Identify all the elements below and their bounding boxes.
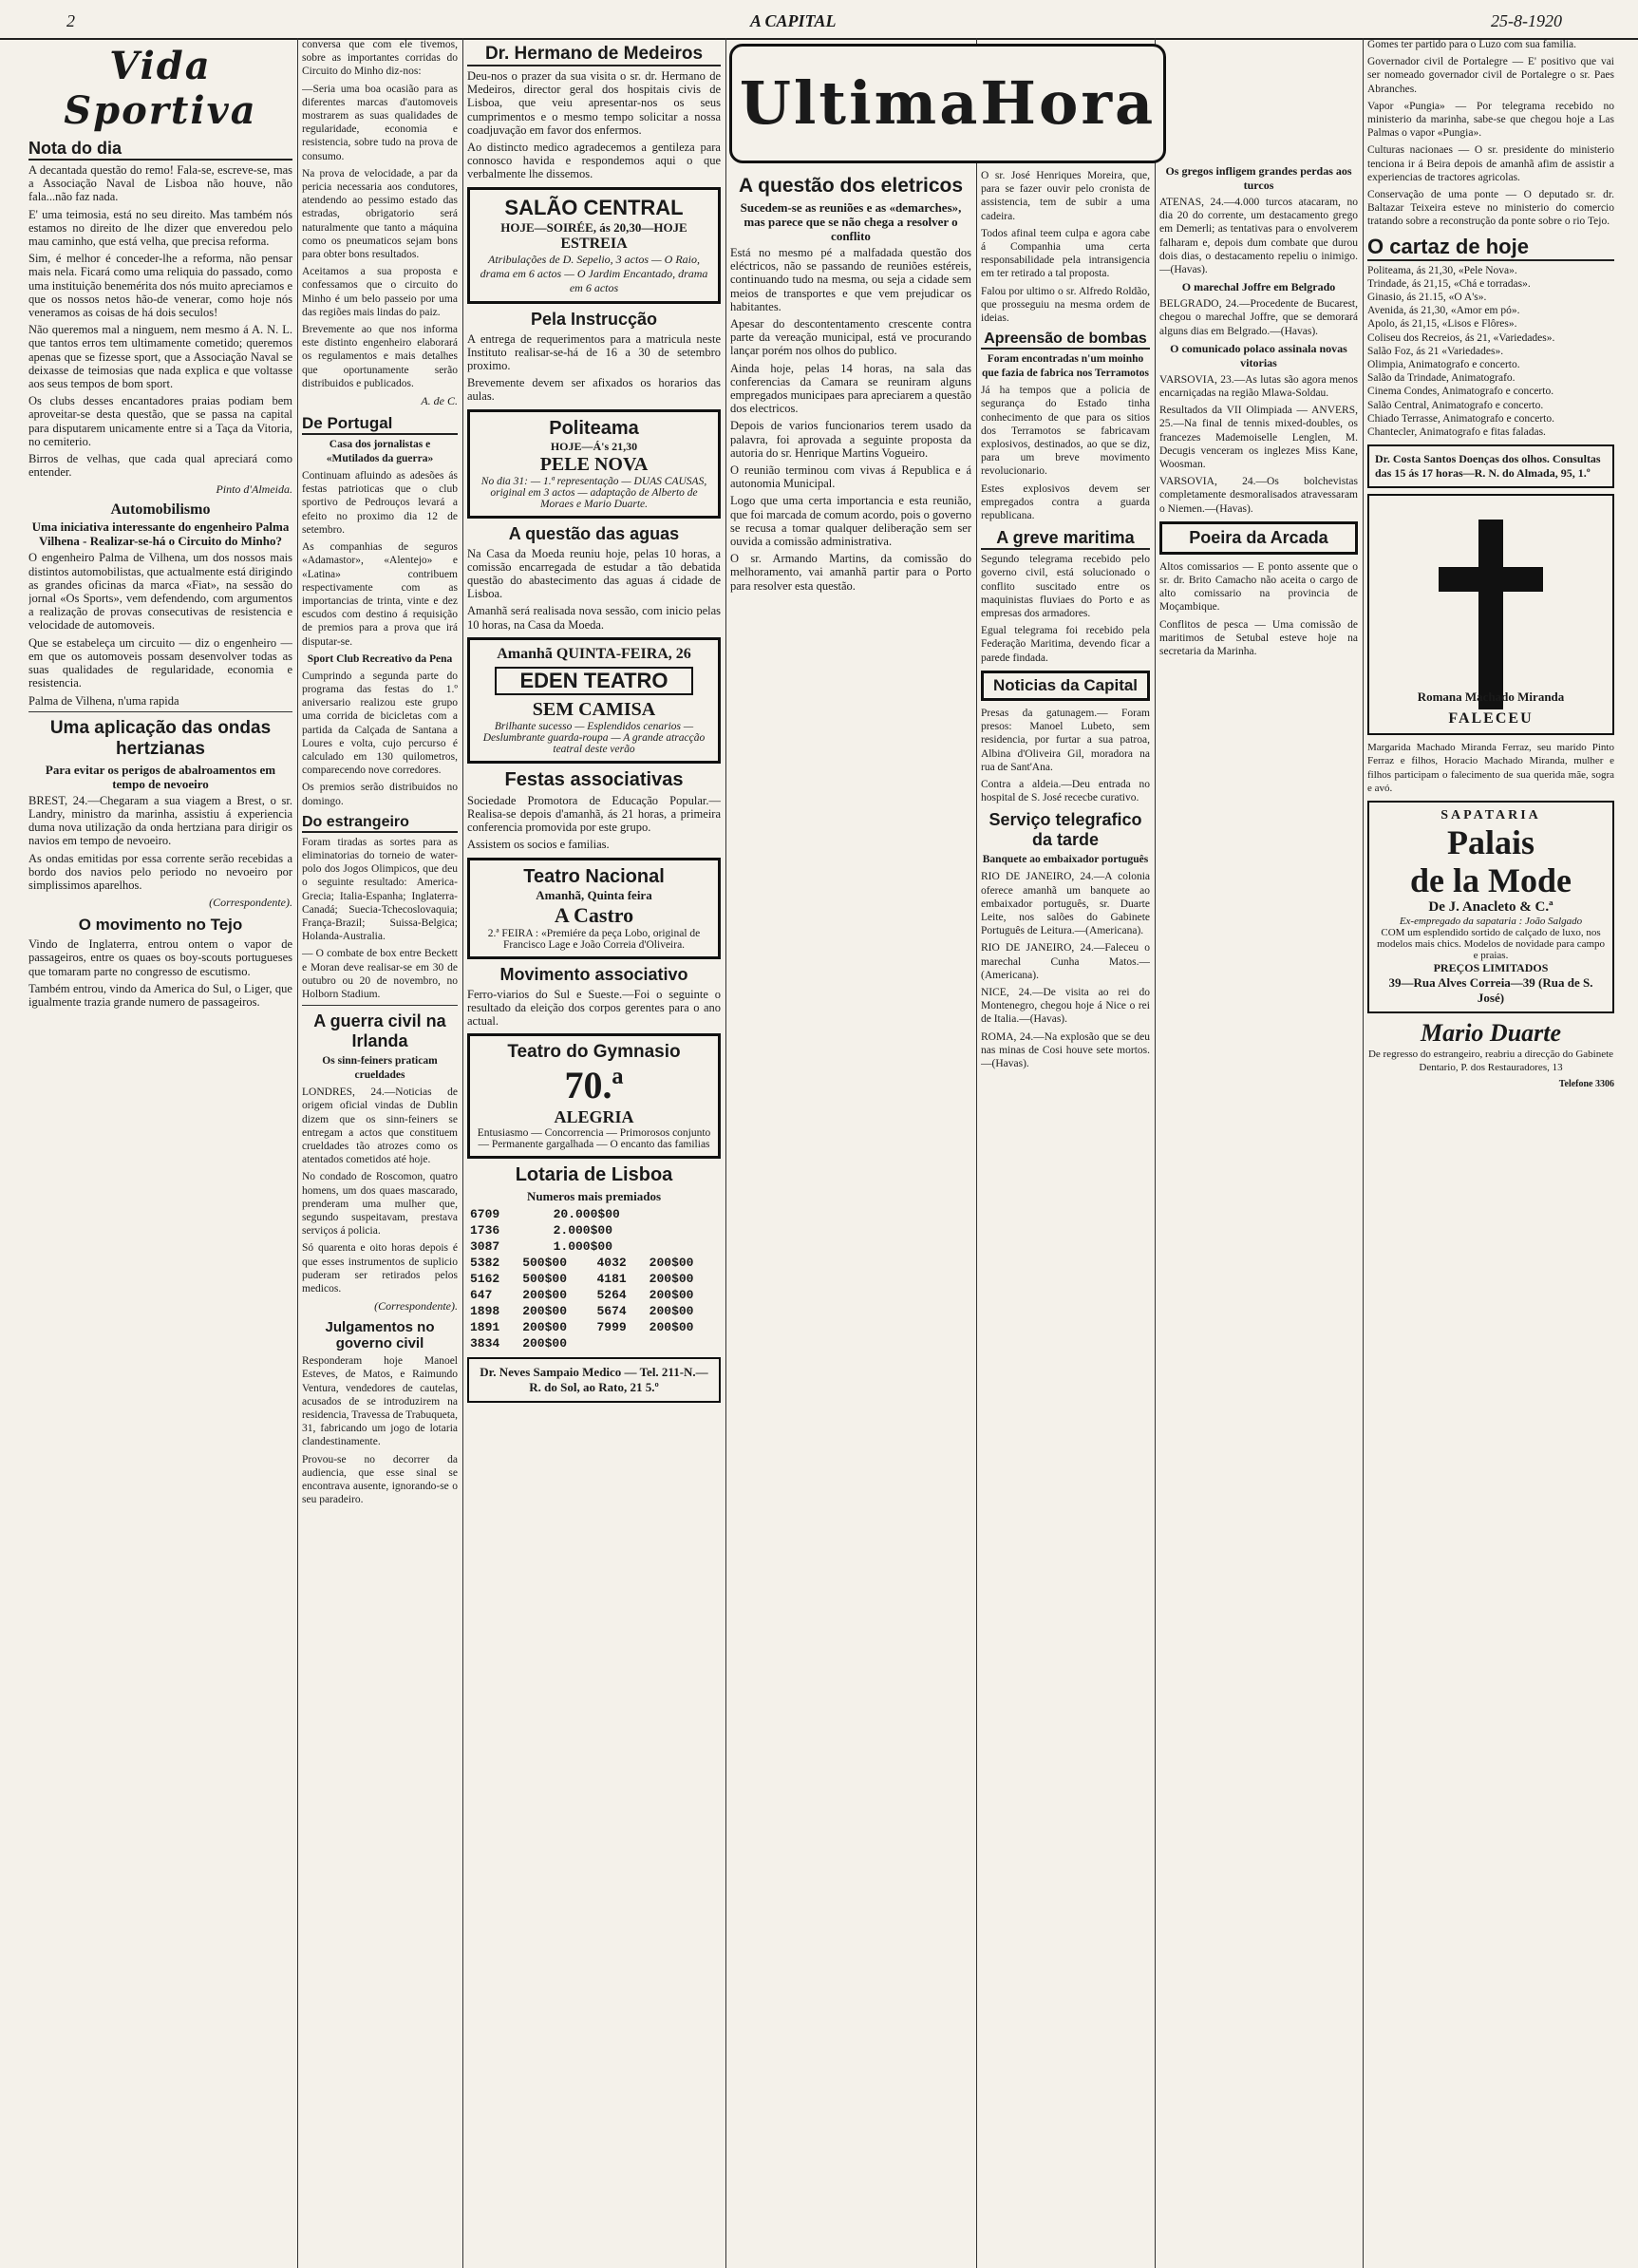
mario-duarte-body: De regresso do estrangeiro, reabriu a direcção do Gabinete Dentario, P. dos Restauradores, 13 [1367,1049,1614,1074]
aguas-title: A questão das aguas [508,523,680,543]
politeama-title: Politeama [549,417,639,439]
auto-subtitle: Uma iniciativa interessante do engenheiro Palma Vilhena - Realizar-se-há o Circuito do Minho? [31,520,290,549]
mario-duarte-phone: Telefone 3306 [1558,1078,1614,1089]
nota-paragraph: A decantada questão do remo! Fala-se, escreve-se, mas a Associação Naval de Lisboa não houve, não fala...não faz nada. [28,163,292,204]
eden-show: SEM CAMISA [532,698,656,720]
lotaria-section [467,1164,721,1351]
gregos-paragraph: O marechal Joffre em Belgrado [1181,280,1336,294]
irlanda-title: A guerra civil na Irlanda [313,1011,446,1051]
table-row [467,1335,721,1351]
table-cell: 1891 [470,1320,500,1335]
cartaz-item: Cinema Condes, Animatografo e concerto. [1367,386,1554,398]
teatro-nacional-ad [467,858,721,959]
servico-paragraph: RIO DE JANEIRO, 24.—A colonia oferece amanhã um banquete ao embaixador português, sr. Duarte Leite, nos salões do Gabinete Português de Leitura.—(Americana). [981,871,1150,937]
col2-paragraph: Na prova de velocidade, a par da pericia necessaria aos condutores, atendendo ao pessimo estado das estradas, obrigatorio será naturalmente que tanto a máquina como os pneumaticos sejam bons para obter bons resultados. [302,167,458,261]
table-cell: 200$00 [522,1336,567,1351]
cartaz-item: Salão Central, Animatografo e concerto. [1367,399,1544,411]
medeiros-title: Dr. Hermano de Medeiros [467,44,721,66]
table-row [467,1255,721,1271]
irlanda-paragraph: Só quarenta e oito horas depois é que esses instrumentos de suplicio puderam ser retirados pelos medicos. [302,1242,458,1295]
polonia-paragraph: Resultados da VII Olimpiada — ANVERS, 25.—Na final de tennis mixed-doubles, os francezes Mademoiselle Lenglen, M. Decugis venceram os inglezes Miss Kane, Woosman. [1159,405,1358,471]
irlanda-paragraph: No condado de Roscomon, quatro homens, um dos quaes mascarado, prenderam uma mulher que, segundo suspeitavam, prestava serviços á policia. [302,1171,458,1238]
pena-paragraph: Cumprindo a segunda parte do programa das festas do 1.º aniversario realizou este grupo uma corrida de bicicletas com a partida da Calçada de Santana a Loures e volta, cujo percurso é calculado em 130 quilometros, comparecendo nove corredores. [302,670,458,777]
nota-paragraph: Sim, é melhor é conceder-lhe a reforma, não pensar mais nela. Ficará como uma reliquia do passado, como uma instituição benemérita dos nós muito apreciamos e que os nossos netos hão-de venerar, como hoje nós veneramos as coisas de há dois seculos! [28,252,292,320]
table-row [467,1319,721,1335]
table-cell: 3087 [470,1239,500,1255]
tejo-title: O movimento no Tejo [78,916,243,935]
neves-sampaio-ad: Dr. Neves Sampaio Medico — Tel. 211-N.—R. do Sol, ao Rato, 21 5.º [467,1357,721,1403]
column-ultima-1 [730,169,971,2268]
eden-title: EDEN TEATRO [495,667,693,695]
medeiros-paragraph: Ao distincto medico agradecemos a gentileza para connosco havida e respondemos aqui o que verbalmente lhe dissemos. [467,141,721,181]
servico-subtitle: Banquete ao embaixador português [982,854,1149,866]
servico-title: Serviço telegrafico da tarde [988,810,1142,850]
lotaria-title: Lotaria de Lisboa [515,1164,673,1186]
column-rule [297,38,298,2268]
colb-paragraph: O sr. José Henriques Moreira, que, para se fazer ouvir pelo cronista de assistencia, tem de subir a uma cadeira. [981,170,1150,222]
portugal-title: De Portugal [302,414,458,435]
portugal-paragraph: As companhias de seguros «Adamastor», «Alentejo» e «Latina» contribuem respectivamente com as importancias de trinta, vinte e dez escudos com destino á requisição de premios para a prova que irá disputar-se. [302,541,458,648]
instrucao-title: Pela Instrucção [530,309,658,329]
nota-signature: Pinto d'Almeida. [216,482,292,497]
instrucao-paragraph: A entrega de requerimentos para a matricula neste Instituto realisar-se-há de 16 a 30 de setembro proximo. [467,331,721,373]
col2-signature: A. de C. [421,394,458,408]
column-sport-1 [28,38,292,2268]
nacional-body: 2.ª FEIRA : «Premiére da peça Lobo, original de Francisco Lage e João Correia d'Oliveira. [487,927,701,951]
right-paragraph: Conservação de uma ponte — O deputado sr. dr. Baltazar Teixeira esteve no ministerio do comercio tratando sobre a reconstrução da ponte sobre o rio Tejo. [1367,189,1614,228]
table-row [467,1303,721,1319]
column-right [1367,38,1614,2268]
column-rule [725,38,726,2268]
irlanda-signature: (Correspondente). [374,1299,458,1314]
noticias-paragraph: Presas da gatunagem.— Foram presos: Manoel Lubeto, sem residencia, por furtar a sua patroa, Albina d'Oliveira Gil, moradora na rua de Sant'Ana. [981,707,1150,773]
aguas-paragraph: Na Casa da Moeda reuniu hoje, pelas 10 horas, a comissão encarregada de estudar a tão debatida questão do abastecimento das aguas á cidade de Lisboa. [467,546,721,601]
irlanda-paragraph: LONDRES, 24.—Noticias de origem oficial vindas de Dublin dizem que os sinn-feiners se entregam a actos que constituem crueldades tão atrozes como os atentados cometidos até hoje. [302,1087,458,1166]
greve-title: A greve maritima [981,528,1150,550]
portugal-subtitle: Casa dos jornalistas e «Mutilados da guerra» [326,439,434,465]
colb-paragraph: Todos afinal teem culpa e agora cabe á Companhia uma certa responsabilidade pela intransigencia em ter retirado a tal proposta. [981,227,1150,280]
table-cell: 500$00 [522,1256,567,1271]
obituary-box [1367,494,1614,735]
table-cell: 1898 [470,1304,500,1319]
cross-icon-bar [1439,567,1543,592]
table-cell: 2.000$00 [553,1223,613,1238]
sapataria-name2: de la Mode [1410,861,1572,900]
festas-paragraph: Sociedade Promotora de Educação Popular.—Realisa-se depois d'amanhã, ás 21 horas, a primeira conferencia promovida por este grupo. [467,793,721,835]
table-row [467,1206,721,1222]
polonia-title: O comunicado polaco assinala novas vitorias [1170,341,1347,369]
auto-signature: Palma de Vilhena, n'uma rapida [28,693,179,708]
auto-paragraph: O engenheiro Palma de Vilhena, um dos nossos mais distintos automobilistas, que actualmente está dirigindo as grandes oficinas da marca «Fiat», na sessão do jornal «Os Sports», vem defendendo, com argumentos a realização de provas consecutivas de resistencia e velocidade de automoveis. [28,551,292,633]
auto-title: Automobilismo [110,501,211,519]
polonia-paragraph: VARSOVIA, 24.—Os bolchevistas completamente desmoralisados atravessaram o Niemen.—(Havas). [1159,476,1358,515]
tejo-paragraph: Vindo de Inglaterra, entrou ontem o vapor de passageiros, entre os quaes os boy-scouts portugueses que tomaram parte no congresso de escutismo. [28,937,292,978]
julgamentos-title: Julgamentos no governo civil [325,1319,435,1352]
pena-paragraph: Os premios serão distribuidos no domingo. [302,782,458,807]
eden-body: Brilhante sucesso — Esplendidos cenarios — Deslumbrante guarda-roupa — A grande atracção teatral deste verão [482,720,706,755]
col2-paragraph: Aceitamos a sua proposta e confessamos que o circuito do Minho é um belo passeio por uma das regiões mais lindas do paiz. [302,266,458,318]
pena-title: Sport Club Recreativo da Pena [307,652,453,665]
estrangeiro-title: Do estrangeiro [302,814,458,833]
table-cell: 1736 [470,1223,500,1238]
right-paragraph: Culturas nacionaes — O sr. presidente do ministerio tenciona ir á Beira depois de amanhã afim de assistir a experiencias de tractores agricolas. [1367,144,1614,183]
table-row [467,1238,721,1255]
divider [28,711,292,712]
table-cell: 5674 [596,1304,627,1319]
column-rule [1363,38,1364,2268]
poeira-title: Poeira da Arcada [1189,527,1328,547]
nota-paragraph: Os clubs desses encantadores praias podiam bem aproveitar-se desta questão, que se passa na capital para disputarem unicamente entre si a Taça da Vitoria, no cemiterio. [28,394,292,448]
obituary-name: Romana Machado Miranda [1417,690,1565,705]
eden-header: Amanhã QUINTA-FEIRA, 26 [497,645,691,662]
sport-masthead: Vida Sportiva [64,44,257,133]
nota-paragraph: E' uma teimosia, está no seu direito. Mas também nós estamos no direito de lhe dizer que enveredou pelo mau caminho, que está velha, que precisa reforma. [28,207,292,249]
salao-central-ad [467,187,721,304]
noticias-title: Noticias da Capital [992,675,1139,694]
cartaz-item: Politeama, ás 21,30, «Pele Nova». [1367,264,1517,276]
right-paragraph: Governador civil de Portalegre — E' positivo que vai ser nomeado governador civil de Portalegre o sr. Paes Abranches. [1367,56,1614,95]
cartaz-item: Chiado Terrasse, Animatografo e concerto. [1367,412,1554,425]
divider [302,1005,458,1006]
politeama-line: HOJE—Á's 21,30 [550,439,638,453]
table-cell: 3834 [470,1336,500,1351]
ultima-hora-masthead: UltimaHora [739,68,1157,138]
costa-santos-ad: Dr. Costa Santos Doenças dos olhos. Consultas das 15 ás 17 horas—R. N. do Almada, 95, 1.º [1367,444,1614,488]
noticias-paragraph: Contra a aldeia.—Deu entrada no hospital de S. José rececbe curativo. [981,778,1150,804]
table-cell: 200$00 [649,1320,694,1335]
table-cell: 5382 [470,1256,500,1271]
politeama-ad [467,409,721,519]
festas-title: Festas associativas [504,768,684,790]
right-paragraph: Vapor «Pungia» — Por telegrama recebido no ministerio da marinha, sabe-se que chegou hoje a Las Palmas o vapor «Pungia». [1367,100,1614,140]
sapataria-prices: PREÇOS LIMITADOS [1433,961,1549,975]
sapataria-address: 39—Rua Alves Correia—39 (Rua de S. José) [1388,975,1593,1006]
newspaper-name: A CAPITAL [750,11,837,30]
estrangeiro-paragraph: — O combate de box entre Beckett e Moran deve realisar-se em 30 de outubro ou 20 de novembro, no Holborn Stadium. [302,948,458,1000]
table-cell: 200$00 [649,1304,694,1319]
hertzianas-subtitle: Para evitar os perigos de abalroamentos em tempo de nevoeiro [45,762,276,791]
hertzianas-paragraph: As ondas emitidas por essa corrente serão recebidas a bordo dos navios pelo periodo no nevoeiro por simplissimos aparelhos. [28,851,292,892]
col2-paragraph: —Seria uma boa ocasião para as diferentes marcas d'automoveis mostrarem as suas qualidades de regularidade, economia e resistencia, sobre tudo na prova de consumo. [302,83,458,162]
bombas-paragraph: Estes explosivos devem ser empregados contra a guarda republicana. [981,482,1150,522]
mario-duarte-name: Mario Duarte [1420,1019,1562,1048]
table-row [467,1271,721,1287]
greve-paragraph: Segundo telegrama recebido pelo governo civil, está solucionado o conflito suscitado entre os maquinistas fluviaes do Porto e as empresas dos armadores. [981,554,1150,620]
table-cell [593,1335,646,1351]
table-cell: 500$00 [522,1272,567,1287]
table-cell: 7999 [596,1320,627,1335]
hertzianas-title: Uma aplicação das ondas hertzianas [49,717,272,759]
hertzianas-paragraph: BREST, 24.—Chegaram a sua viagem a Brest, o sr. Landry, ministro da marinha, assistiu á experiencia duma nova utilização da onda hertziana para dirigir os navios em tempo de nevoeiro. [28,793,292,848]
sapataria-sub: Ex-empregado da sapataria : João Salgado [1399,916,1583,928]
greve-paragraph: Egual telegrama foi recebido pela Federação Maritima, devendo ficar a parede findada. [981,625,1150,664]
nota-paragraph: Birros de velhas, que cada qual apreciará como entender. [28,452,292,480]
hertzianas-signature: (Correspondente). [209,896,292,910]
servico-paragraph: ROMA, 24.—Na explosão que se deu nas minas de Cosi houve sete mortos.—(Havas). [981,1030,1150,1069]
page-date: 25-8-1920 [1491,11,1562,30]
gregos-paragraph: BELGRADO, 24.—Procedente de Bucarest, chegou o marechal Joffre, que se demorará alguns dias em Belgrado.—(Havas). [1159,298,1358,337]
julgamentos-paragraph: Responderam hoje Manoel Esteves, de Matos, e Raimundo Ventura, vendedores de cautelas, acusados de se introduzirem na residencia, Travessa de Trabuqueta, 31, fabricando um jogo de lotaria clandestinamente. [302,1355,458,1448]
sapataria-header: SAPATARIA [1440,808,1541,823]
eletricos-paragraph: Ainda hoje, pelas 14 horas, na sala das conferencias da Camara se reuniram alguns empregados municipaes para apreciarem a questão dos electricos. [730,361,971,416]
table-cell [647,1335,721,1351]
table-cell: 4181 [596,1272,627,1287]
salao-body: Atribulações de D. Sepelio, 3 actos — O Raio, drama em 6 actos — O Jardim Encantado, drama em 6 actos [480,252,708,294]
servico-paragraph: NICE, 24.—De visita ao rei do Montenegro, chegou hoje á Nice o rei de Italia.—(Havas). [981,986,1150,1026]
table-cell: 4032 [596,1256,627,1271]
nota-title: Nota do dia [28,139,292,161]
obituary-text: Margarida Machado Miranda Ferraz, seu marido Pinto Ferraz e filhos, Horacio Machado Miranda, mulher e filhos participam o falecimento de sua querida mãe, sogra e avó. [1367,742,1614,794]
table-cell: 200$00 [649,1256,694,1271]
cartaz-item: Salão da Trindade, Animatografo. [1367,372,1516,385]
eletricos-paragraph: Depois de varios funcionarios terem usado da palavra, foi aprovada a seguinte proposta da autoria do sr. Henrique Martins Vogueiro. [730,419,971,460]
salao-title: SALÃO CENTRAL [504,195,684,219]
colb-paragraph: Falou por ultimo o sr. Alfredo Roldão, que prosseguiu na mesma ordem de ideias. [981,285,1150,325]
page-header [0,0,1638,40]
table-cell: 20.000$00 [553,1207,620,1222]
masthead-spacer [1159,38,1358,161]
aguas-paragraph: Amanhã será realisada nova sessão, com inicio pelas 10 horas, na Casa da Moeda. [467,604,721,632]
medeiros-paragraph: Deu-nos o prazer da sua visita o sr. dr. Hermano de Medeiros, director geral dos hospitais civis de Lisboa, que veiu apresentar-nos os seus cumprimentos e o mesmo tempo solicitar a nossa coadjuvação em favor dos enfermos. [467,69,721,137]
gregos-title: Os gregos infligem grandes perdas aos turcos [1165,164,1352,192]
column-ads [467,38,721,2268]
eletricos-paragraph: Logo que uma certa importancia e esta reunião, que foi marcada de comum acordo, pois o governo se recusa a tomar qualquer deliberação sem ser ouvida a comissão administrativa. [730,494,971,549]
salao-estreia: ESTREIA [560,235,628,252]
gymnasio-title: Teatro do Gymnasio [507,1042,681,1063]
sapataria-owner: De J. Anacleto & C.ª [1428,899,1553,916]
lotaria-table [467,1255,721,1351]
poeira-paragraph: Altos comissarios — E ponto assente que o sr. dr. Brito Camacho não aceita o cargo de alto comissario na provincia de Moçambique. [1159,560,1358,614]
eletricos-subtitle: Sucedem-se as reuniões e as «demarches», mas parece que se não chega a resolver o conflito [740,200,962,243]
table-cell: 200$00 [649,1288,694,1303]
festas-paragraph: Assistem os socios e familias. [467,838,610,852]
associativo-paragraph: Ferro-viarios do Sul e Sueste.—Foi o seguinte o resultado da eleição dos corpos gerentes para o ano actual. [467,987,721,1029]
gymnasio-body: Entusiasmo — Concorrencia — Primorosos conjunto — Permanente gargalhada — O encanto das familias [477,1127,711,1151]
irlanda-subtitle: Os sinn-feiners praticam crueldades [322,1055,438,1082]
associativo-title: Movimento associativo [499,964,688,984]
cartaz-item: Trindade, ás 21,15, «Chá e torradas». [1367,277,1531,290]
polonia-paragraph: VARSOVIA, 23.—As lutas são agora menos encarniçadas na região Mlawa-Soldau. [1159,373,1358,400]
cartaz-item: Ginasio, ás 21.15, «O A's». [1367,292,1487,304]
gymnasio-big: 70.ª [564,1064,624,1107]
cross-icon [1478,520,1503,709]
col2-paragraph: Brevemente ao que nos informa este distinto engenheiro elaborará os regulamentos e mais detalhes que oportunamente serão distribuidos e publicados. [302,324,458,389]
auto-paragraph: Que se estabeleça um circuito — diz o engenheiro — em que os automoveis possam desenvolver todas as suas qualidades de regularidade, economia e resistencia. [28,635,292,690]
bombas-paragraph: Já ha tempos que a policia de segurança do Estado tinha conhecimento de que para os sitios dos Terramotos se fabricavam explosivos, destinados, ao que se diz, para um breve movimento revolucionario. [981,385,1150,478]
julgamentos-paragraph: Provou-se no decorrer da audiencia, que esse sinal se encontrava ausente, ignorando-se o seu paradeiro. [302,1453,458,1506]
politeama-body: No dia 31: — 1.ª representação — DUAS CAUSAS, original em 3 actos — adaptação de Alberto de Moraes e Mario Duarte. [480,475,707,510]
col2-paragraph: conversa que com ele tivemos, sobre as importantes corridas do Circuito do Minho diz-nos: [302,39,458,78]
gymnasio-show: ALEGRIA [554,1107,634,1127]
cartaz-item: Coliseu dos Recreios, ás 21, «Variedades». [1367,331,1555,344]
bombas-title: Apreensão de bombas [981,331,1150,350]
tejo-paragraph: Também entrou, vindo da America do Sul, o Liger, que igualmente trazia grande numero de passageiros. [28,981,292,1009]
poeira-header-box [1159,521,1358,555]
table-cell: 5162 [470,1272,500,1287]
right-paragraph: Gomes ter partido para o Luzo com sua familia. [1367,39,1577,50]
table-cell: 200$00 [522,1304,567,1319]
column-rule [1155,38,1156,2268]
estrangeiro-paragraph: Foram tiradas as sortes para as eliminatorias do torneio de water-polo dos Jogos Olimpicos, que deu o seguinte resultado: America-Grecia; Italia-Espanha; Inglaterra-Canadá; Suecia-Tchecoslovaquia; França-Brazil; Suissa-Belgica; Holanda-Australia. [302,836,458,943]
column-rule [462,38,463,2268]
eden-teatro-ad [467,637,721,764]
cartaz-item: Chantecler, Animatografo e fitas faladas. [1367,426,1546,439]
cartaz-item: Salão Foz, ás 21 «Variedades». [1367,345,1504,357]
column-ultima-2 [981,169,1150,2268]
table-cell: 647 [470,1288,493,1303]
salao-line: HOJE—SOIRÉE, ás 20,30—HOJE [500,219,687,235]
table-cell: 6709 [470,1207,500,1222]
table-cell: 200$00 [522,1320,567,1335]
cartaz-item: Olimpia, Animatografo e concerto. [1367,359,1520,371]
nacional-show: A Castro [554,902,634,927]
servico-paragraph: RIO DE JANEIRO, 24.—Faleceu o marechal Cunha Matos.—(Americana). [981,942,1150,981]
eletricos-paragraph: O sr. Armando Martins, da comissão do melhoramento, vai amanhã partir para o Porto para resolver esta questão. [730,552,971,593]
obituary-word: FALECEU [1448,710,1534,728]
page-number: 2 [66,11,75,30]
eletricos-paragraph: O reunião terminou com vivas á Republica e á autonomia Municipal. [730,463,971,491]
table-cell: 1.000$00 [553,1239,613,1255]
ultima-hora-masthead-box [729,44,1166,163]
instrucao-paragraph: Brevemente devem ser afixados os horarios das aulas. [467,376,721,404]
gymnasio-ad [467,1033,721,1159]
noticias-header-box [981,671,1150,701]
table-cell: 200$00 [522,1288,567,1303]
column-sport-2 [302,38,458,2268]
column-ultima-3 [1159,38,1358,2268]
cartaz-title: O cartaz de hoje [1367,235,1614,261]
column-rule [976,38,977,2268]
table-row [467,1222,721,1238]
nota-paragraph: Não queremos mal a ninguem, nem mesmo á A. N. L. que tantos erros tem ultimamente cometido; queremos apenas que se fizesse sport, que a Associação Naval se deixasse de teimosias que nada explica e que voltasse aos seus tempos de bom sport. [28,323,292,391]
poeira-paragraph: Conflitos de pesca — Uma comissão de maritimos de Setubal esteve hoje na secretaria da Marinha. [1159,618,1358,658]
cartaz-item: Avenida, ás 21,30, «Amor em pó». [1367,305,1520,317]
palais-de-la-mode-ad [1367,801,1614,1013]
sapataria-name1: Palais [1446,823,1534,862]
table-cell: 200$00 [649,1272,694,1287]
gregos-paragraph: ATENAS, 24.—4.000 turcos atacaram, no dia 20 do corrente, um destacamento grego em Demerli; as tentativas para o envolverem falharam e, depois dum combate que durou dois dias, o destacamento repeliu o inimigo.—(Havas). [1159,197,1358,276]
politeama-show: PELE NOVA [539,453,649,475]
nacional-title: Teatro Nacional [523,865,665,887]
cartaz-item: Apolo, ás 21,15, «Lisos e Flôres». [1367,318,1517,331]
lotaria-top-table [467,1206,721,1255]
table-row [467,1287,721,1303]
portugal-paragraph: Continuam afluindo as adesões ás festas patrioticas que o club sportivo de Pedrouços levará a efeito no proximo dia 12 de setembro. [302,470,458,536]
nacional-line: Amanhã, Quinta feira [536,887,652,902]
sapataria-body: COM um esplendido sortido de calçado de luxo, nos modelos mais chics. Modelos de novidade para campo e praias. [1376,927,1606,962]
table-cell: 5264 [596,1288,627,1303]
bombas-subtitle: Foram encontradas n'um moinho que fazia de fabrica nos Terramotos [981,353,1149,380]
lotaria-subtitle: Numeros mais premiados [526,1189,662,1204]
eletricos-paragraph: Apesar do descontentamento crescente contra parte da vereação municipal, está ve procurando lançar porém nos olhos do publico. [730,317,971,358]
eletricos-title: A questão dos eletricos [738,175,964,197]
eletricos-paragraph: Está no mesmo pé a malfadada questão dos eléctricos, não se passando de reuniões estéreis, continuando tudo na mesma, ou seja a cidade sem meios de transportes e que vem prejudicar os habitantes. [730,246,971,313]
